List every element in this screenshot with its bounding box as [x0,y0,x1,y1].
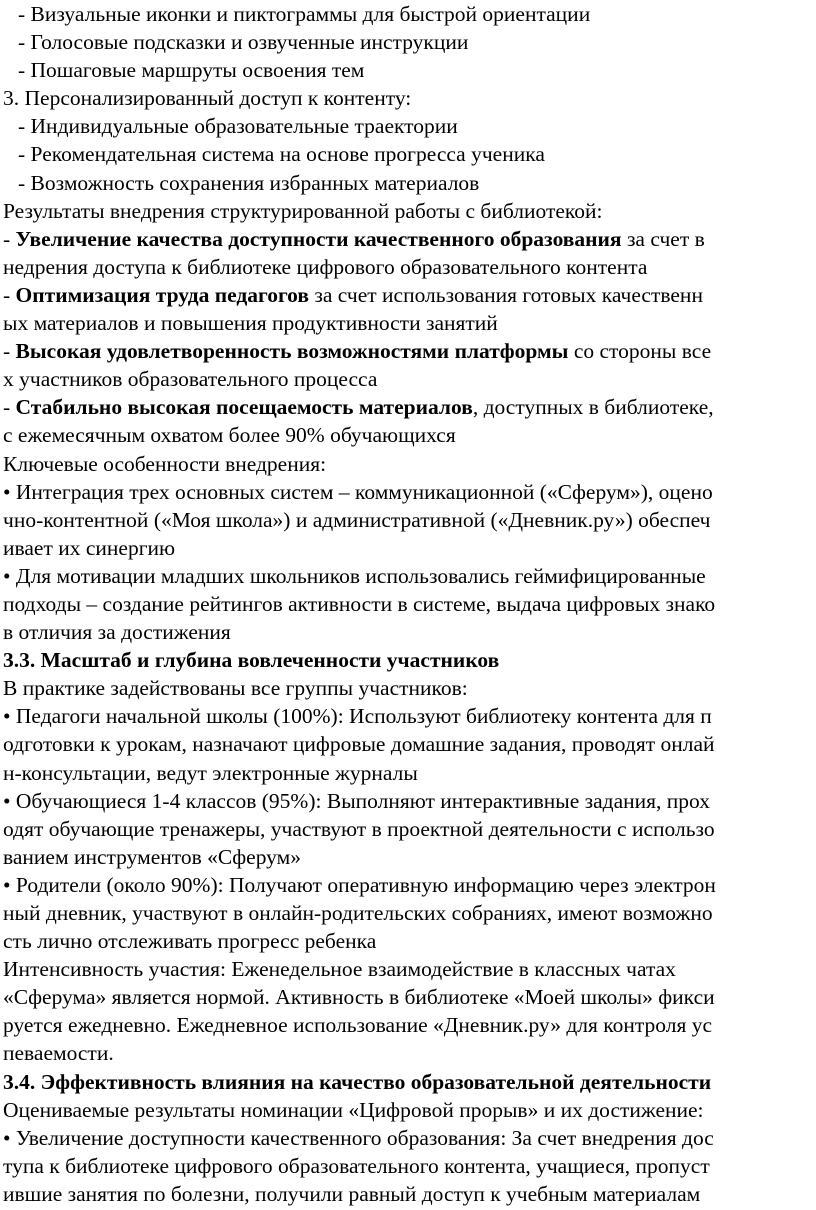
result-item-dash: - [3,282,16,307]
result-item-rest: за счет использования готовых качественн [309,282,703,307]
text-line: «Сферума» является нормой. Активность в библиотеке «Моей школы» фикси [3,985,715,1010]
result-item-rest: за счет в [621,226,705,251]
text-line: - Возможность сохранения избранных материалов [18,170,480,195]
result-item-rest: со стороны все [568,339,712,364]
text-line: ивает их синергию [3,535,176,560]
text-line: х участников образовательного процесса [3,367,378,392]
result-item [3,225,816,253]
result-item-dash: - [3,339,16,364]
text-line: Результаты внедрения структурированной работы с библиотекой: [3,198,603,223]
text-line: одготовки к урокам, назначают цифровые домашние задания, проводят онлай [3,732,715,757]
result-item [3,393,816,421]
text-line: 3. Персонализированный доступ к контенту: [3,86,412,111]
text-line: чно-контентной («Моя школа») и административной («Дневник.ру») обеспеч [3,507,711,532]
text-line: • Для мотивации младших школьников использовались геймифицированные [3,563,706,588]
result-item-bold: Стабильно высокая посещаемость материалов [15,395,473,420]
result-item-bold: Увеличение качества доступности качественного образования [15,226,622,251]
text-line: - Пошаговые маршруты освоения тем [18,58,365,83]
text-line: • Обучающиеся 1-4 классов (95%): Выполняют интерактивные задания, прох [3,788,711,813]
text-line: н-консультации, ведут электронные журналы [3,760,418,785]
text-line: с ежемесячным охватом более 90% обучающихся [3,423,456,448]
text-line: Оцениваемые результаты номинации «Цифровой прорыв» и их достижение: [3,1097,704,1122]
text-line: сть лично отслеживать прогресс ребенка [3,929,377,954]
result-item [3,337,816,365]
text-line: одят обучающие тренажеры, участвуют в проектной деятельности с использо [3,816,715,841]
text-line: - Голосовые подсказки и озвученные инструкции [18,30,469,55]
text-line: в отличия за достижения [3,620,231,645]
text-line: руется ежедневно. Ежедневное использование «Дневник.ру» для контроля ус [3,1013,713,1038]
section-heading [3,1068,816,1096]
text-line: ившие занятия по болезни, получили равный доступ к учебным материалам [3,1181,701,1206]
text-line: • Педагоги начальной школы (100%): Используют библиотеку контента для п [3,704,712,729]
result-item-bold: Высокая удовлетворенность возможностями платформы [15,339,569,364]
text-line: тупа к библиотеке цифрового образовательного контента, учащиеся, пропуст [3,1153,710,1178]
text-line: • Родители (около 90%): Получают оперативную информацию через электрон [3,872,716,897]
text-line: ванием инструментов «Сферум» [3,844,301,869]
section-heading-text: 3.4. Эффективность влияния на качество образовательной деятельности [3,1069,712,1094]
text-line: ный дневник, участвуют в онлайн-родительских собраниях, имеют возможно [3,901,713,925]
text-line: ых материалов и повышения продуктивности занятий [3,311,498,336]
text-line: • Увеличение доступности качественного образования: За счет внедрения дос [3,1125,714,1150]
text-line: недрения доступа к библиотеке цифрового образовательного контента [3,254,648,279]
section-heading-text: 3.3. Масштаб и глубина вовлеченности участников [3,648,500,673]
text-line: - Рекомендательная система на основе прогресса ученика [18,142,545,167]
result-item-dash: - [3,395,16,420]
result-item [3,281,816,309]
text-line: Интенсивность участия: Еженедельное взаимодействие в классных чатах [3,957,676,982]
text-line: подходы – создание рейтингов активности в системе, выдача цифровых знако [3,591,716,616]
result-item-dash: - [3,226,16,251]
result-item-rest: , доступных в библиотеке, [472,395,714,420]
result-item-bold: Оптимизация труда педагогов [15,282,310,307]
section-heading [3,646,816,674]
text-line: Ключевые особенности внедрения: [3,451,327,476]
text-line: • Интеграция трех основных систем – коммуникационной («Сферум»), оцено [3,479,713,504]
text-line: певаемости. [3,1041,114,1066]
text-line: - Индивидуальные образовательные траектории [18,114,458,139]
text-line: В практике задействованы все группы участников: [3,676,468,701]
text-line: - Визуальные иконки и пиктограммы для быстрой ориентации [18,2,591,26]
